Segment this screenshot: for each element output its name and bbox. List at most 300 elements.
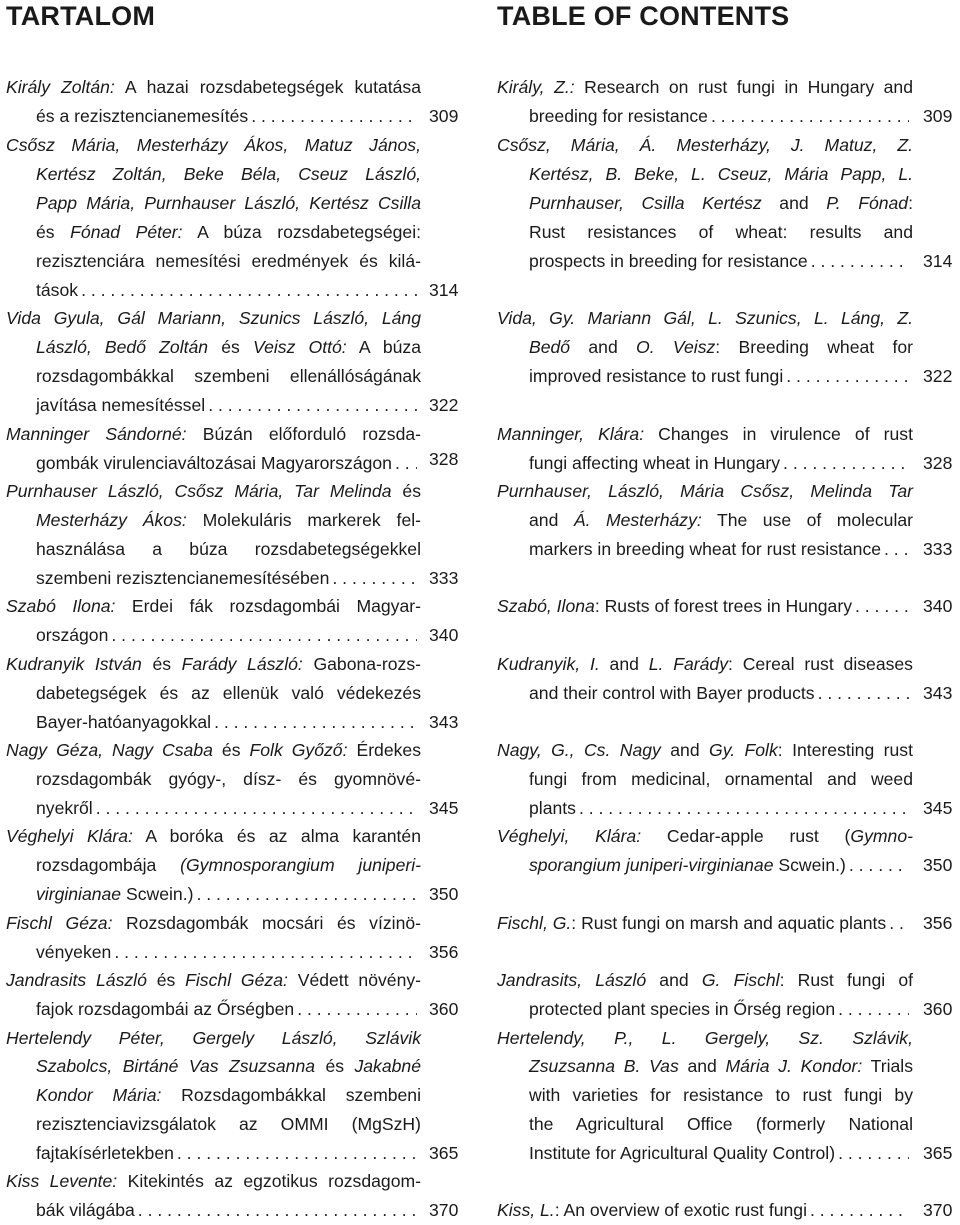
toc-line <box>36 1052 421 1081</box>
toc-line-text <box>36 247 421 276</box>
toc-line <box>36 1196 421 1225</box>
toc-line-text <box>529 506 913 535</box>
title-text: : An overview of exotic rust fungi <box>554 1200 807 1220</box>
toc-line-text <box>497 1024 913 1053</box>
author-text: Jandrasits, László <box>497 970 647 990</box>
title-text: : Rust fungi on marsh and aquatic plants <box>571 913 887 933</box>
title-text: and <box>529 510 574 530</box>
title-text: Scwein.) <box>121 884 194 904</box>
author-text: Gy. Folk <box>709 740 778 760</box>
dot-leader <box>114 938 417 967</box>
toc-line-text <box>36 1110 421 1139</box>
title-text: protected plant species in Őrség region <box>529 999 836 1019</box>
dot-leader <box>838 1139 909 1168</box>
toc-line-text <box>36 708 211 737</box>
toc-line-text <box>36 1052 421 1081</box>
page-number: 309 <box>429 106 459 126</box>
toc-line-text <box>529 1139 835 1168</box>
title-text: rozsdagombák gyógy-, dísz- és gyomnövé- <box>36 769 421 789</box>
toc-line-text <box>36 333 421 362</box>
title-text: és <box>141 654 182 674</box>
title-text: Institute for Agricultural Quality Control) <box>529 1143 836 1163</box>
toc-line <box>36 995 421 1024</box>
author-text: Szabó Ilona: <box>6 596 116 616</box>
title-text: Kitekintés az egzotikus rozsdagom- <box>117 1171 421 1191</box>
toc-line-text <box>6 909 421 938</box>
toc-line-text <box>36 621 108 650</box>
toc-line <box>529 851 913 880</box>
toc-line <box>529 1052 913 1081</box>
author-text: Kudranyik István <box>6 654 142 674</box>
toc-line <box>529 362 913 391</box>
dot-leader <box>811 247 909 276</box>
dot-leader <box>251 102 417 131</box>
title-text: Scwein.) <box>773 855 846 875</box>
page-number: 343 <box>923 683 953 703</box>
dot-leader <box>332 564 417 593</box>
dot-leader <box>214 708 417 737</box>
page-number: 328 <box>429 449 459 469</box>
author-text: Kertész Zoltán, Beke Béla, Cseuz László, <box>36 164 421 184</box>
title-text: használása a búza rozsdabetegségekkel <box>36 539 421 559</box>
toc-line-text <box>6 73 421 102</box>
toc-line <box>36 621 421 650</box>
toc-line-text <box>36 794 93 823</box>
toc-line <box>36 794 421 823</box>
dot-leader <box>96 794 417 823</box>
toc-line-text <box>36 1081 421 1110</box>
author-text: Jakabné <box>354 1056 421 1076</box>
toc-line <box>36 449 421 478</box>
author-text: Fónad Péter: <box>70 222 183 242</box>
dot-leader <box>810 1196 909 1225</box>
toc-line <box>6 966 421 995</box>
toc-line-text <box>6 420 421 449</box>
toc-line-text <box>36 276 78 305</box>
toc-line-text <box>497 1196 807 1225</box>
author-text: László, Bedő Zoltán <box>36 337 209 357</box>
page-number: 360 <box>429 999 459 1019</box>
author-text: Purnhauser, László, Mária Csősz, Melinda Tar <box>497 481 913 501</box>
page-number: 309 <box>923 106 953 126</box>
dot-leader <box>111 621 417 650</box>
page-number: 350 <box>429 884 459 904</box>
toc-line-text <box>6 650 421 679</box>
toc-line-text <box>529 535 881 564</box>
toc-line <box>36 1081 421 1110</box>
toc-line-text <box>497 592 852 621</box>
toc-line-text <box>497 304 913 333</box>
title-text: és <box>391 481 421 501</box>
toc-line-text <box>529 794 576 823</box>
toc-line <box>529 506 913 535</box>
toc-line-text <box>36 765 421 794</box>
title-text: és <box>212 740 250 760</box>
author-text: Fischl, G. <box>497 913 572 933</box>
author-text: Vida Gyula, Gál Mariann, Szunics László, Láng <box>6 308 421 328</box>
title-text: és <box>36 222 71 242</box>
right-heading: TABLE OF CONTENTS <box>497 1 790 31</box>
toc-line-text <box>36 564 329 593</box>
author-text: Kiss, L. <box>497 1200 555 1220</box>
title-text: Trials <box>862 1056 913 1076</box>
toc-line <box>529 1139 913 1168</box>
toc-line-text <box>529 102 708 131</box>
dot-leader <box>889 909 909 938</box>
toc-line-text <box>36 995 294 1024</box>
dot-leader <box>208 391 417 420</box>
title-text: : Rust fungi of <box>779 970 913 990</box>
toc-line-text <box>529 1110 913 1139</box>
page-number: 356 <box>923 913 953 933</box>
author-text: Purnhauser, Csilla Kertész <box>529 193 762 213</box>
toc-line <box>6 650 421 679</box>
page-number: 356 <box>429 942 459 962</box>
title-text: Búzán előforduló rozsda- <box>186 424 421 444</box>
toc-line <box>36 276 421 305</box>
toc-line <box>36 1110 421 1139</box>
toc-line-text <box>529 1081 913 1110</box>
toc-line <box>529 1110 913 1139</box>
toc-line <box>36 564 421 593</box>
title-text: Research on rust fungi in Hungary and <box>574 77 913 97</box>
title-text: and <box>570 337 637 357</box>
toc-line-text <box>36 938 111 967</box>
toc-line <box>36 765 421 794</box>
toc-line-text <box>529 1052 913 1081</box>
author-text: Á. Mesterházy: <box>573 510 702 530</box>
toc-line-text <box>529 449 780 478</box>
toc-line-text <box>6 822 421 851</box>
toc-line-text <box>6 477 421 506</box>
toc-line <box>36 362 421 391</box>
author-text: Jandrasits László <box>6 970 147 990</box>
dot-leader <box>138 1196 417 1225</box>
author-text: Hertelendy Péter, Gergely László, Szlávik <box>6 1028 421 1048</box>
toc-line <box>497 909 913 938</box>
toc-line-text <box>497 477 913 506</box>
toc-line-text <box>36 506 421 535</box>
toc-line-text <box>497 420 913 449</box>
toc-line <box>6 1167 421 1196</box>
dot-leader <box>297 995 417 1024</box>
toc-line <box>529 679 913 708</box>
title-text: vényeken <box>36 942 112 962</box>
author-text: Nagy, G., Cs. Nagy <box>497 740 661 760</box>
toc-line <box>36 938 421 967</box>
author-text: O. Veisz <box>636 337 716 357</box>
author-text: Vida, Gy. Mariann Gál, L. Szunics, L. Láng, Z. <box>497 308 913 328</box>
toc-line-text <box>497 966 913 995</box>
title-text: and <box>646 970 702 990</box>
dot-leader <box>177 1139 417 1168</box>
title-text: és <box>315 1056 355 1076</box>
title-text: és a rezisztencianemesítés <box>36 106 249 126</box>
title-text: with varieties for resistance to rust fungi by <box>529 1085 913 1105</box>
toc-line-text <box>36 679 421 708</box>
author-text: Purnhauser László, Csősz Mária, Tar Melinda <box>6 481 392 501</box>
title-text: A hazai rozsdabetegségek kutatása <box>114 77 421 97</box>
toc-line-text <box>36 160 421 189</box>
title-text: plants <box>529 798 576 818</box>
toc-line <box>6 909 421 938</box>
title-text: : Interesting rust <box>777 740 913 760</box>
author-text: Király Zoltán: <box>6 77 115 97</box>
author-text: Manninger, Klára: <box>497 424 645 444</box>
toc-line-text <box>529 247 808 276</box>
title-text: gombák virulenciaváltozásai Magyarországon <box>36 453 392 473</box>
toc-line <box>36 102 421 131</box>
author-text: L. Farády <box>648 654 729 674</box>
toc-line <box>529 333 913 362</box>
toc-line-text <box>497 73 913 102</box>
title-text: A búza <box>346 337 421 357</box>
title-text: A búza rozsdabetegségei: <box>182 222 421 242</box>
toc-line <box>36 708 421 737</box>
toc-line-text <box>529 160 913 189</box>
toc-line <box>529 160 913 189</box>
toc-line <box>497 73 913 102</box>
toc-line-text <box>6 966 421 995</box>
page-number: 322 <box>429 395 459 415</box>
dot-leader <box>855 592 909 621</box>
author-text: Zsuzsanna B. Vas <box>529 1056 679 1076</box>
title-text: szembeni rezisztencianemesítésében <box>36 568 330 588</box>
title-text: prospects in breeding for resistance <box>529 251 808 271</box>
author-text: Mesterházy Ákos: <box>36 510 187 530</box>
author-text: Szabolcs, Birtáné Vas Zsuzsanna <box>36 1056 316 1076</box>
author-text: Farády László: <box>181 654 303 674</box>
title-text: and <box>678 1056 726 1076</box>
page-number: 345 <box>429 798 459 818</box>
toc-line <box>529 1081 913 1110</box>
title-text: breeding for resistance <box>529 106 708 126</box>
toc-line <box>36 880 421 909</box>
page-number: 340 <box>923 596 953 616</box>
title-text: Gabona-rozs- <box>302 654 422 674</box>
dot-leader <box>884 535 909 564</box>
toc-line-text <box>497 131 913 160</box>
page-number: 370 <box>923 1200 953 1220</box>
toc-line-text <box>529 218 913 247</box>
left-heading: TARTALOM <box>6 1 156 31</box>
toc-line <box>529 794 913 823</box>
toc-line-text <box>529 189 913 218</box>
title-text: Erdei fák rozsdagombái Magyar- <box>115 596 421 616</box>
toc-line-text <box>36 449 392 478</box>
toc-line-text <box>529 765 913 794</box>
toc-line <box>6 736 421 765</box>
title-text: and <box>660 740 710 760</box>
toc-line-text <box>36 362 421 391</box>
title-text: bák világába <box>36 1200 135 1220</box>
title-text: javítása nemesítéssel <box>36 395 206 415</box>
toc-line <box>529 765 913 794</box>
toc-line <box>36 391 421 420</box>
toc-line-text <box>497 650 913 679</box>
toc-line <box>36 535 421 564</box>
title-text: : <box>908 193 913 213</box>
toc-line <box>36 679 421 708</box>
toc-line <box>36 506 421 535</box>
toc-line <box>497 822 913 851</box>
author-text: Kiss Levente: <box>6 1171 118 1191</box>
author-text: virginianae <box>36 884 122 904</box>
toc-line <box>36 1139 421 1168</box>
page-number: 343 <box>429 712 459 732</box>
dot-leader <box>838 995 909 1024</box>
toc-line <box>529 449 913 478</box>
author-text: Papp Mária, Purnhauser László, Kertész Csilla <box>36 193 421 213</box>
toc-line <box>36 247 421 276</box>
title-text: fajtakísérletekben <box>36 1143 174 1163</box>
dot-leader <box>579 794 909 823</box>
toc-line <box>497 736 913 765</box>
title-text: fungi affecting wheat in Hungary <box>529 453 781 473</box>
toc-line <box>36 851 421 880</box>
title-text: Érdekes <box>347 740 422 760</box>
page-number: 340 <box>429 625 459 645</box>
title-text: rozsdagombája <box>36 855 181 875</box>
author-text: sporangium juniperi-virginianae <box>529 855 774 875</box>
title-text: fungi from medicinal, ornamental and weed <box>529 769 913 789</box>
toc-line-text <box>497 909 886 938</box>
title-text: A boróka és az alma karantén <box>132 826 421 846</box>
page-number: 333 <box>429 568 459 588</box>
toc-line-text <box>36 189 421 218</box>
author-text: Véghelyi Klára: <box>6 826 133 846</box>
author-text: Mária J. Kondor: <box>725 1056 863 1076</box>
title-text: and <box>599 654 649 674</box>
title-text: The use of molecular <box>701 510 914 530</box>
title-text: improved resistance to rust fungi <box>529 366 784 386</box>
toc-line <box>6 477 421 506</box>
toc-line <box>6 592 421 621</box>
toc-line-text <box>36 1196 135 1225</box>
author-text: Király, Z.: <box>497 77 575 97</box>
author-text: Csősz Mária, Mesterházy Ákos, Matuz János, <box>6 135 421 155</box>
author-text: Véghelyi, Klára: <box>497 826 642 846</box>
toc-line <box>6 131 421 160</box>
title-text: Védett növény- <box>287 970 422 990</box>
toc-line-text <box>529 679 815 708</box>
toc-line-text <box>6 1167 421 1196</box>
toc-line <box>36 333 421 362</box>
page-number: 314 <box>429 280 459 300</box>
toc-line <box>6 420 421 449</box>
title-text: dabetegségek és az ellenük való védekezés <box>36 683 421 703</box>
page-number: 350 <box>923 855 953 875</box>
title-text: and their control with Bayer products <box>529 683 815 703</box>
title-text: and <box>761 193 827 213</box>
toc-line <box>6 304 421 333</box>
toc-line <box>36 189 421 218</box>
toc-line-text <box>36 880 193 909</box>
author-text: Veisz Ottó: <box>253 337 347 357</box>
title-text: Rozsdagombák mocsári és vízinö- <box>112 913 421 933</box>
toc-line-text <box>6 1024 421 1053</box>
page-number: 345 <box>923 798 953 818</box>
author-text: Kudranyik, I. <box>497 654 600 674</box>
dot-leader <box>196 880 417 909</box>
toc-line <box>529 247 913 276</box>
toc-line <box>497 1196 913 1225</box>
toc-line <box>497 420 913 449</box>
title-text: nyekről <box>36 798 93 818</box>
toc-line-text <box>36 218 421 247</box>
page-number: 360 <box>923 999 953 1019</box>
toc-line <box>529 995 913 1024</box>
author-text: Nagy Géza, Nagy Csaba <box>6 740 213 760</box>
toc-line-text <box>36 535 421 564</box>
title-text: és <box>146 970 186 990</box>
title-text: markers in breeding wheat for rust resistance <box>529 539 882 559</box>
toc-line <box>36 160 421 189</box>
title-text: : Breeding wheat for <box>715 337 913 357</box>
author-text: Csősz, Mária, Á. Mesterházy, J. Matuz, Z. <box>497 135 913 155</box>
dot-leader <box>711 102 909 131</box>
toc-line <box>36 218 421 247</box>
toc-line-text <box>6 131 421 160</box>
title-text: : Cereal rust diseases <box>728 654 913 674</box>
dot-leader <box>81 276 417 305</box>
dot-leader <box>395 449 417 478</box>
author-text: Hertelendy, P., L. Gergely, Sz. Szlávik, <box>497 1028 913 1048</box>
toc-line <box>529 535 913 564</box>
toc-line <box>497 304 913 333</box>
toc-line-text <box>497 736 913 765</box>
toc-line <box>497 966 913 995</box>
author-text: Fischl Géza: <box>185 970 288 990</box>
toc-line <box>6 822 421 851</box>
title-text: Changes in virulence of rust <box>644 424 913 444</box>
title-text: Rozsdagombákkal szembeni <box>161 1085 421 1105</box>
dot-leader <box>786 362 909 391</box>
author-text: Manninger Sándorné: <box>6 424 187 444</box>
title-text: rezisztenciavizsgálatok az OMMI (MgSzH) <box>36 1114 421 1134</box>
toc-line <box>529 189 913 218</box>
author-text: (Gymnosporangium juniperi- <box>180 855 421 875</box>
page-number: 314 <box>923 251 953 271</box>
toc-line-text <box>36 1139 174 1168</box>
toc-line <box>497 477 913 506</box>
author-text: Kertész, B. Beke, L. Cseuz, Mária Papp, L. <box>529 164 913 184</box>
toc-line-text <box>6 304 421 333</box>
toc-line-text <box>529 362 783 391</box>
title-text: rozsdagombákkal szembeni ellenállóságának <box>36 366 421 386</box>
page-number: 322 <box>923 366 953 386</box>
title-text: Rust resistances of wheat: results and <box>529 222 913 242</box>
toc-line <box>529 102 913 131</box>
author-text: G. Fischl <box>701 970 780 990</box>
author-text: Gymno- <box>850 826 913 846</box>
toc-line-text <box>497 822 913 851</box>
title-text: tások <box>36 280 79 300</box>
toc-line-text <box>529 995 835 1024</box>
author-text: Bedő <box>529 337 571 357</box>
author-text: P. Fónad <box>826 193 909 213</box>
title-text: Molekuláris markerek fel- <box>186 510 421 530</box>
title-text: fajok rozsdagombái az Őrségben <box>36 999 295 1019</box>
toc-line <box>497 1024 913 1053</box>
title-text: Cedar-apple rust ( <box>641 826 851 846</box>
dot-leader <box>818 679 909 708</box>
toc-line <box>497 131 913 160</box>
author-text: Kondor Mária: <box>36 1085 162 1105</box>
toc-line <box>6 1024 421 1053</box>
page-number: 328 <box>923 453 953 473</box>
page-number: 333 <box>923 539 953 559</box>
